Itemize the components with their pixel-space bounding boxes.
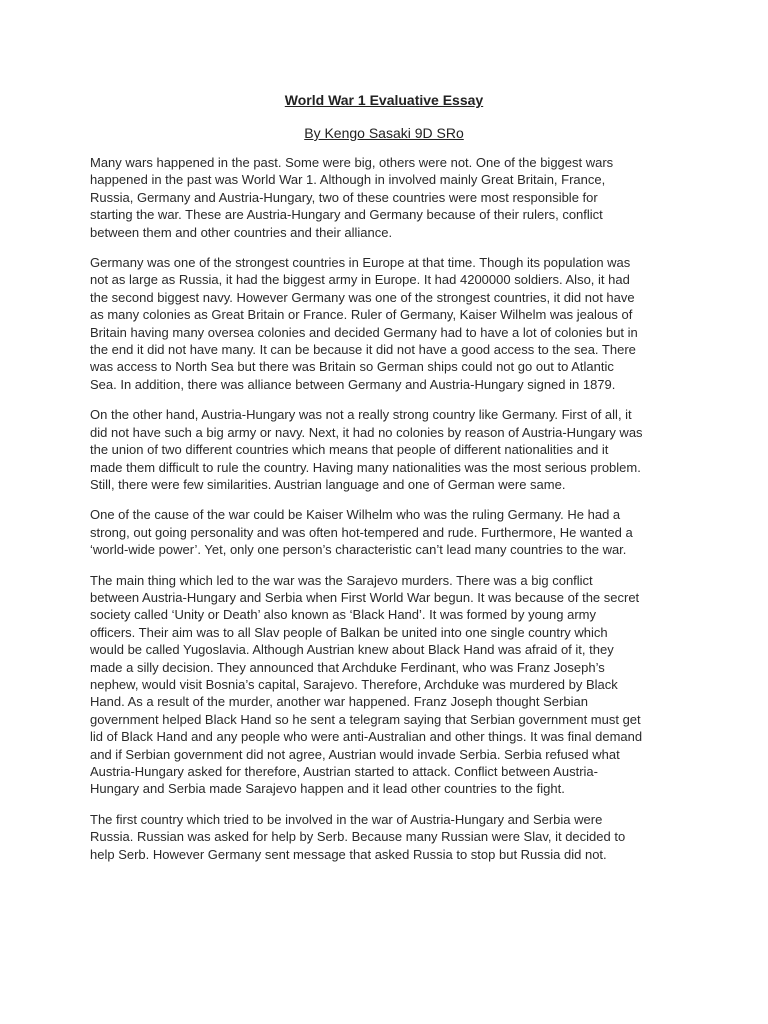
paragraph-line: Russia. Russian was asked for help by Serb. Because many Russian were Slav, it decided to [90,829,626,845]
paragraph-line: made a silly decision. They announced that Archduke Ferdinant, who was Franz Joseph’s [90,659,605,675]
essay-paragraph [90,811,680,863]
paragraph-line: Many wars happened in the past. Some were big, others were not. One of the biggest wars [90,155,614,170]
essay-paragraph [90,506,680,558]
paragraph-line: On the other hand, Austria-Hungary was not a really strong country like Germany. First of all, it [90,407,632,423]
paragraph-line: between Austria-Hungary and Serbia when First World War begun. It was because of the secret [90,589,640,605]
paragraph-line: happened in the past was World War 1. Although in involved mainly Great Britain, France, [90,172,606,188]
paragraph-line: would be called Yugoslavia. Although Austrian knew about Black Hand was afraid of it, they [90,642,614,658]
essay-title: World War 1 Evaluative Essay [284,92,484,108]
essay-body [90,154,680,876]
paragraph-line: help Serb. However Germany sent message that asked Russia to stop but Russia did not. [90,846,607,862]
paragraph-line: Britain having many oversea colonies and decided Germany had to have a lot of colonies but in [90,324,638,340]
paragraph-line: The main thing which led to the war was the Sarajevo murders. There was a big conflict [90,572,593,588]
paragraph-line: Hand. As a result of the murder, another war happened. Franz Joseph thought Serbian [90,694,588,710]
essay-paragraph [90,254,680,393]
paragraph-line: as many colonies as Great Britain or France. Ruler of Germany, Kaiser Wilhelm was jealous of [90,307,633,323]
paragraph-line: society called ‘Unity or Death’ also known as ‘Black Hand’. It was formed by young army [90,607,597,623]
paragraph-line: Hungary and Serbia made Sarajevo happen and it lead other countries to the fight. [90,781,565,797]
essay-paragraph [90,572,680,798]
paragraph-line: did not have such a big army or navy. Next, it had no colonies by reason of Austria-Hungary was [90,424,643,440]
paragraph-line: Sea. In addition, there was alliance between Germany and Austria-Hungary signed in 1879. [90,376,616,392]
paragraph-line: The first country which tried to be involved in the war of Austria-Hungary and Serbia were [90,811,603,827]
essay-author: By Kengo Sasaki 9D SRo [304,125,464,141]
paragraph-line: government helped Black Hand so he sent a telegram saying that Serbian government must get [90,711,641,727]
paragraph-line: not as large as Russia, it had the biggest army in Europe. It had 4200000 soldiers. Also, it had [90,272,630,288]
paragraph-line: Germany was one of the strongest countries in Europe at that time. Though its population was [90,255,631,271]
paragraph-line: the end it did not have many. It can be because it did not have a good access to the sea. There [90,342,636,358]
paragraph-line: was access to North Sea but there was Britain so German ships could not go out to Atlantic [90,359,614,375]
paragraph-line: strong, out going personality and was often hot-tempered and rude. Furthermore, He wanted a [90,524,633,540]
paragraph-line: officers. Their aim was to all Slav people of Balkan be united into one single country which [90,624,608,640]
paragraph-line: Russia, Germany and Austria-Hungary, two of these countries were most responsible for [90,189,598,205]
paragraph-line: ‘world-wide power’. Yet, only one person’s characteristic can’t lead many countries to the war. [90,542,627,558]
essay-paragraph [90,154,680,241]
essay-paragraph [90,406,680,493]
paragraph-line: nephew, would visit Bosnia’s capital, Sarajevo. Therefore, Archduke was murdered by Black [90,676,618,692]
paragraph-line: One of the cause of the war could be Kaiser Wilhelm who was the ruling Germany. He had a [90,507,621,523]
paragraph-line: made them difficult to rule the country. Having many nationalities was the most serious problem. [90,459,641,475]
paragraph-line: and if Serbian government did not agree, Austrian would invade Serbia. Serbia refused what [90,746,620,762]
paragraph-line: lid of Black Hand and any people who were anti-Australian and other things. It was final demand [90,729,643,745]
paragraph-line: the union of two different countries which means that people of different nationalities and it [90,442,609,458]
paragraph-line: the second biggest navy. However Germany was one of the strongest countries, it did not have [90,289,635,305]
paragraph-line: Austria-Hungary asked for therefore, Austrian started to attack. Conflict between Austria- [90,764,598,779]
paragraph-line: starting the war. These are Austria-Hungary and Germany because of their rulers, conflict [90,207,603,223]
paragraph-line: Still, there were few similarities. Austrian language and one of German were same. [90,476,566,492]
paragraph-line: between them and other countries and their alliance. [90,224,393,240]
